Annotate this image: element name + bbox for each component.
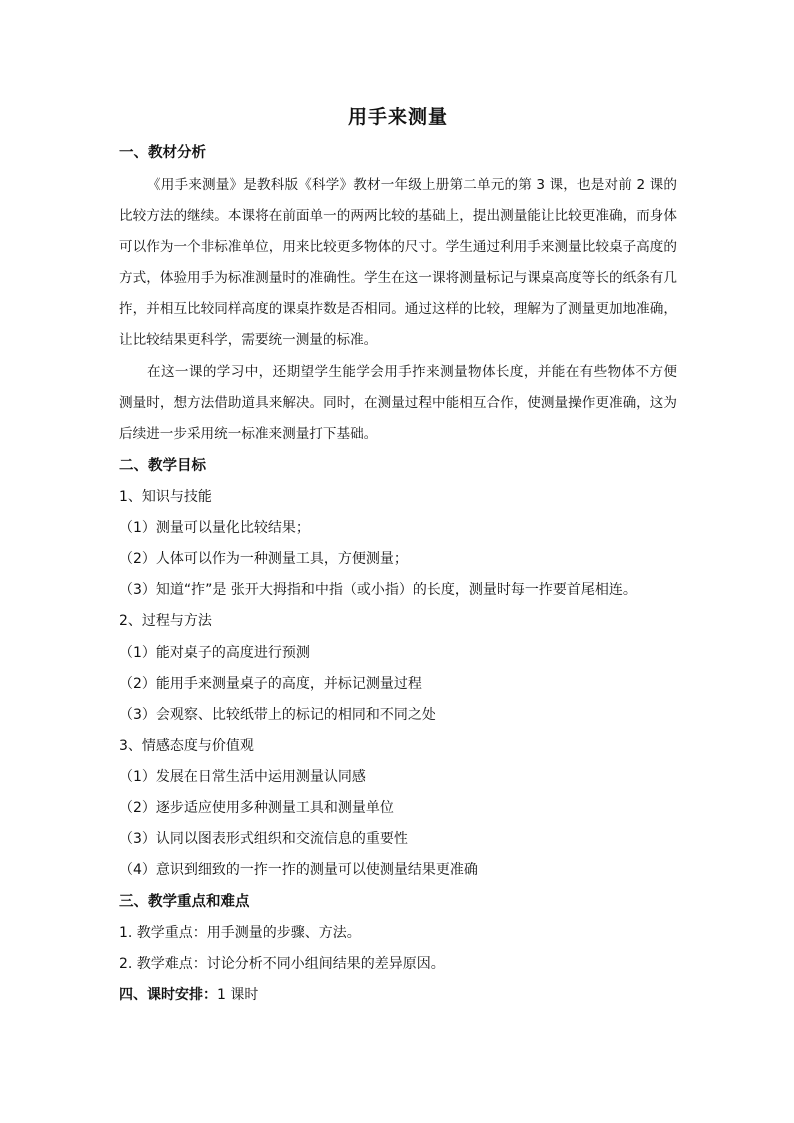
list-item: 2. 教学难点：讨论分析不同小组间结果的差异原因。 [119, 956, 445, 972]
objective-group-knowledge: 1、知识与技能 [119, 489, 212, 505]
list-item: （1）测量可以量化比较结果； [119, 520, 310, 536]
list-item: （1）能对桌子的高度进行预测 [119, 645, 310, 661]
section-heading-objectives: 二、教学目标 [119, 458, 206, 474]
schedule-value: 1 课时 [217, 987, 259, 1003]
objective-group-process: 2、过程与方法 [119, 613, 212, 629]
list-item: （4）意识到细致的一拃一拃的测量可以使测量结果更准确 [119, 862, 478, 878]
section-heading-key-points: 三、教学重点和难点 [119, 894, 250, 910]
objective-group-attitude: 3、情感态度与价值观 [119, 738, 254, 754]
list-item: （3）认同以图表形式组织和交流信息的重要性 [119, 831, 408, 847]
list-item: （3）知道“拃”是 张开大拇指和中指（或小指）的长度，测量时每一拃要首尾相连。 [119, 582, 637, 598]
list-item: 1. 教学重点：用手测量的步骤、方法。 [119, 925, 361, 941]
section-heading-analysis: 一、教材分析 [119, 145, 206, 161]
list-item: （2）人体可以作为一种测量工具，方便测量； [119, 551, 408, 567]
list-item: （3）会观察、比较纸带上的标记的相同和不同之处 [119, 707, 436, 723]
list-item: （1）发展在日常生活中运用测量认同感 [119, 769, 366, 785]
list-item: （2）能用手来测量桌子的高度，并标记测量过程 [119, 676, 422, 692]
section-heading-schedule: 四、课时安排： [119, 987, 217, 1003]
analysis-paragraph-2: 在这一课的学习中，还期望学生能学会用手拃来测量物体长度，并能在有些物体不方便测量时，想方法借助道具来解决。同时，在测量过程中能相互合作，使测量操作更准确，这为后续进一步采用统一标准来测量打下基础。 [119, 364, 677, 442]
document-title: 用手来测量 [347, 106, 448, 128]
schedule-line [119, 985, 258, 1005]
document-page [119, 0, 677, 1123]
analysis-paragraph-1: 《用手来测量》是教科版《科学》教材一年级上册第二单元的第 3 课，也是对前 2 课的比较方法的继续。本课将在前面单一的两两比较的基础上，提出测量能让比较更准确，而身体可以作为一个非标准单位，用来比较更多物体的尺寸。学生通过利用手来测量比较桌子高度的方式，体验用手为标准测量时的准确性。学生在这一课将测量标记与课桌高度等长的纸条有几拃，并相互比较同样高度的课桌拃数是否相同。通过这样的比较，理解为了测量更加地准确，让比较结果更科学，需要统一测量的标准。 [119, 177, 677, 348]
list-item: （2）逐步适应使用多种测量工具和测量单位 [119, 800, 394, 816]
